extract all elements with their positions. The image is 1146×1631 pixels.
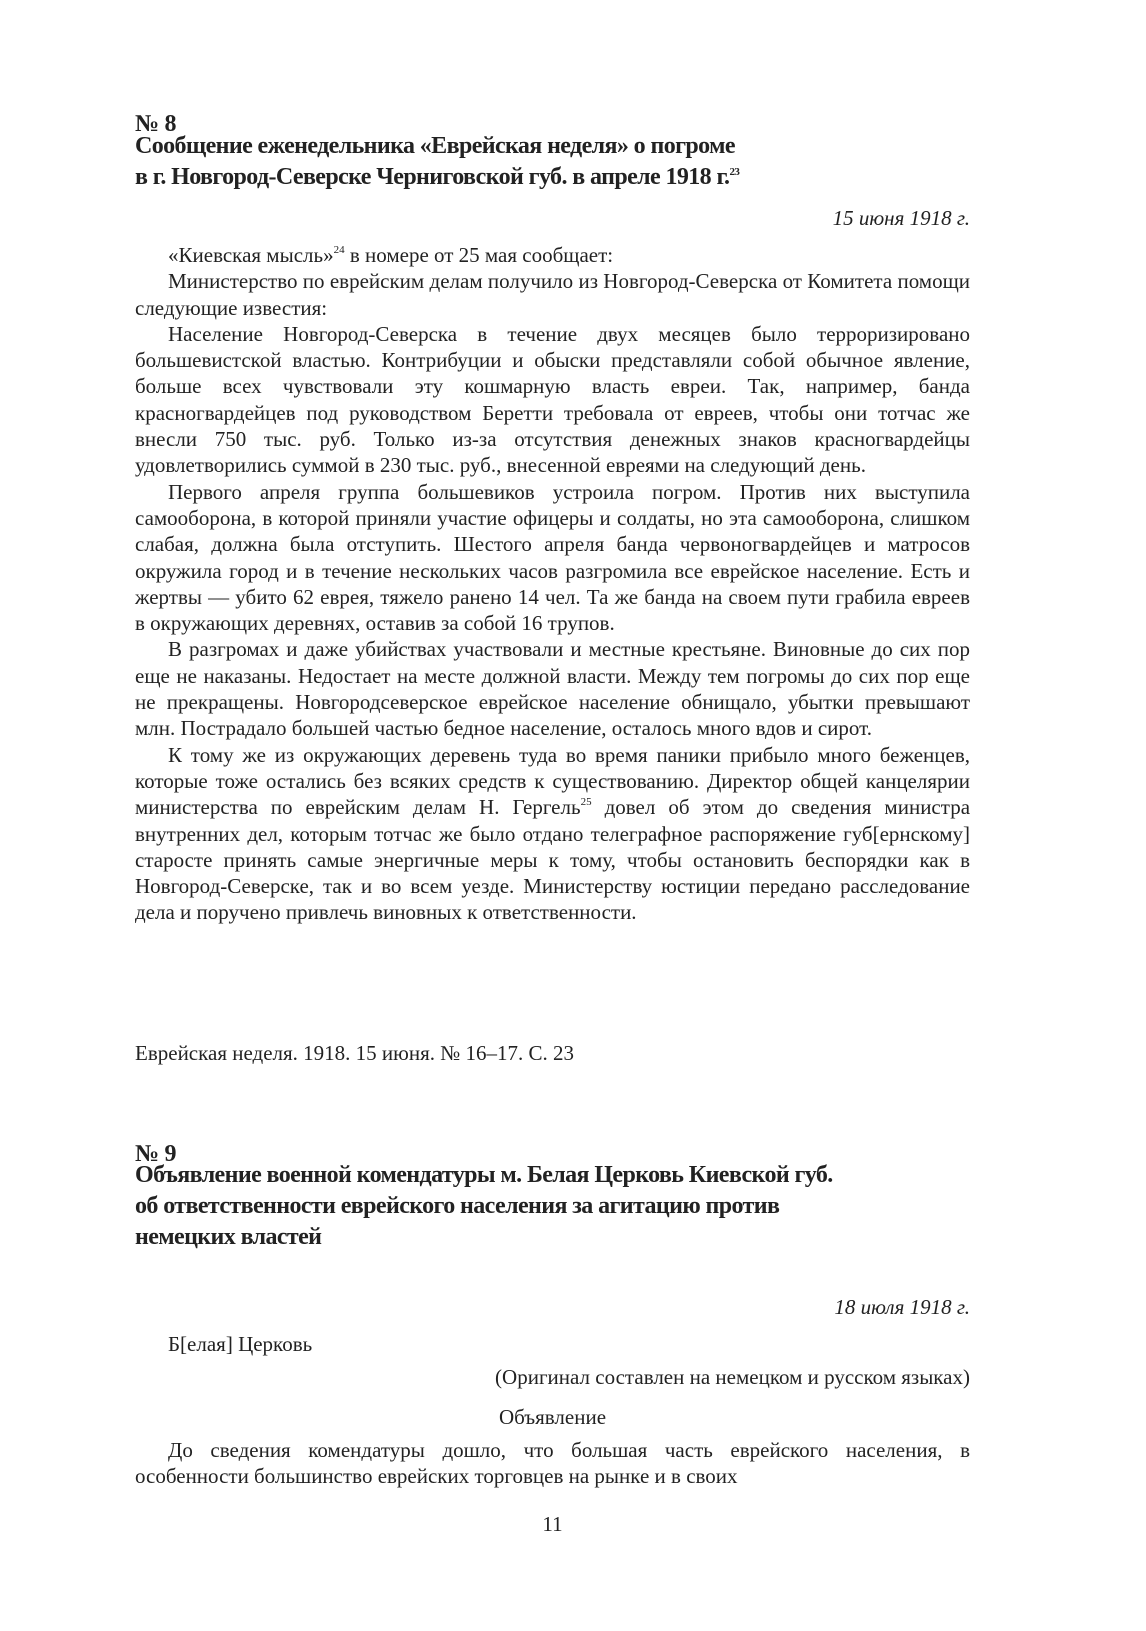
doc8-paragraph-last bbox=[135, 742, 970, 926]
doc9-note: (Оригинал составлен на немецком и русском языках) bbox=[495, 1365, 970, 1389]
doc8-title-line2-text: в г. Новгород-Северске Черниговской губ. в апреле 1918 г. bbox=[135, 164, 730, 190]
paragraph-text: К тому же из окружающих деревень туда во время паники прибыло много беженцев, которые тоже остались без всяких средств к существованию. Директор общей канцелярии министерства по еврейским делам Н. Гергель bbox=[135, 742, 970, 820]
paragraph-text-rest: довел об этом до сведения министра внутренних дел, которым тотчас же было отдано телеграфное распоряжение губ[ернскому] старосте принять самые энергичные меры к тому, чтобы остановить беспорядки как в Новгород-Северске, так и во всем уезде. Министерству юстиции передано расследование дела и поручено привлечь виновных к ответственности. bbox=[135, 795, 971, 925]
doc8-paragraph: Министерство по еврейским делам получило из Новгород-Северска от Комитета помощи следующие известия: bbox=[135, 269, 970, 320]
doc8-title-line2 bbox=[135, 162, 975, 193]
doc9-place: Б[елая] Церковь bbox=[168, 1332, 313, 1356]
footnote-ref: 25 bbox=[580, 796, 592, 809]
doc8-paragraph: В разгромах и даже убийствах участвовали и местные крестьяне. Виновные до сих пор еще не наказаны. Недостает на месте должной власти. Между тем погромы до сих пор еще не прекращены. Новгородсеверское еврейское население обнищало, убытки превышают млн. Пострадало большей частью бедное население, осталось много вдов и сирот. bbox=[135, 637, 970, 741]
doc8-title-line1: Сообщение еженедельника «Еврейская неделя» о погроме bbox=[135, 133, 735, 159]
doc8-title bbox=[135, 131, 975, 193]
doc9-date: 18 июля 1918 г. bbox=[834, 1295, 970, 1319]
doc8-paragraph: Население Новгород-Северска в течение двух месяцев было терроризировано большевистской властью. Контрибуции и обыски представляли собой обычное явление, больше всех чувствовали эту кошмарную власть евреи. Так, например, банда красногвардейцев под руководством Беретти требовала от евреев, чтобы они тотчас же внесли 750 тыс. руб. Только из-за отсутствия денежных знаков красногвардейцы удовлетворились суммой в 230 тыс. руб., внесенной евреями на следующий день. bbox=[135, 321, 970, 478]
doc9-body bbox=[135, 1437, 970, 1490]
doc9-title-line3: немецких властей bbox=[135, 1224, 322, 1250]
footnote-ref: 24 bbox=[333, 244, 345, 256]
doc8-number: № 8 bbox=[135, 111, 177, 137]
doc8-source: Еврейская неделя. 1918. 15 июня. № 16–17. С. 23 bbox=[135, 1041, 575, 1065]
doc8-intro bbox=[135, 242, 970, 268]
doc9-number: № 9 bbox=[135, 1141, 177, 1167]
intro-text: «Киевская мысль» bbox=[168, 243, 334, 267]
doc9-title-line2: об ответственности еврейского населения за агитацию против bbox=[135, 1193, 780, 1219]
doc9-title bbox=[135, 1160, 975, 1253]
doc9-paragraph: До сведения комендатуры дошло, что большая часть еврейского населения, в особенности большинство еврейских торговцев на рынке и в своих bbox=[135, 1438, 970, 1489]
doc8-date: 15 июня 1918 г. bbox=[832, 206, 970, 230]
footnote-ref: 23 bbox=[729, 166, 740, 178]
intro-text-rest: в номере от 25 мая сообщает: bbox=[344, 243, 614, 267]
doc8-paragraph: Первого апреля группа большевиков устроила погром. Против них выступила самооборона, в которой приняли участие офицеры и солдаты, но эта самооборона, слишком слабая, должна была отступить. Шестого апреля банда червоногвардейцев и матросов окружила город и в течение нескольких часов разгромила все еврейское население. Есть и жертвы — убито 62 еврея, тяжело ранено 14 чел. Та же банда на своем пути грабила евреев в окружающих деревнях, оставив за собой 16 трупов. bbox=[135, 479, 970, 636]
page-number: 11 bbox=[542, 1512, 563, 1536]
doc9-heading: Объявление bbox=[498, 1405, 607, 1429]
doc8-body bbox=[135, 242, 970, 926]
doc9-title-line1: Объявление военной комендатуры м. Белая Церковь Киевской губ. bbox=[135, 1162, 833, 1188]
